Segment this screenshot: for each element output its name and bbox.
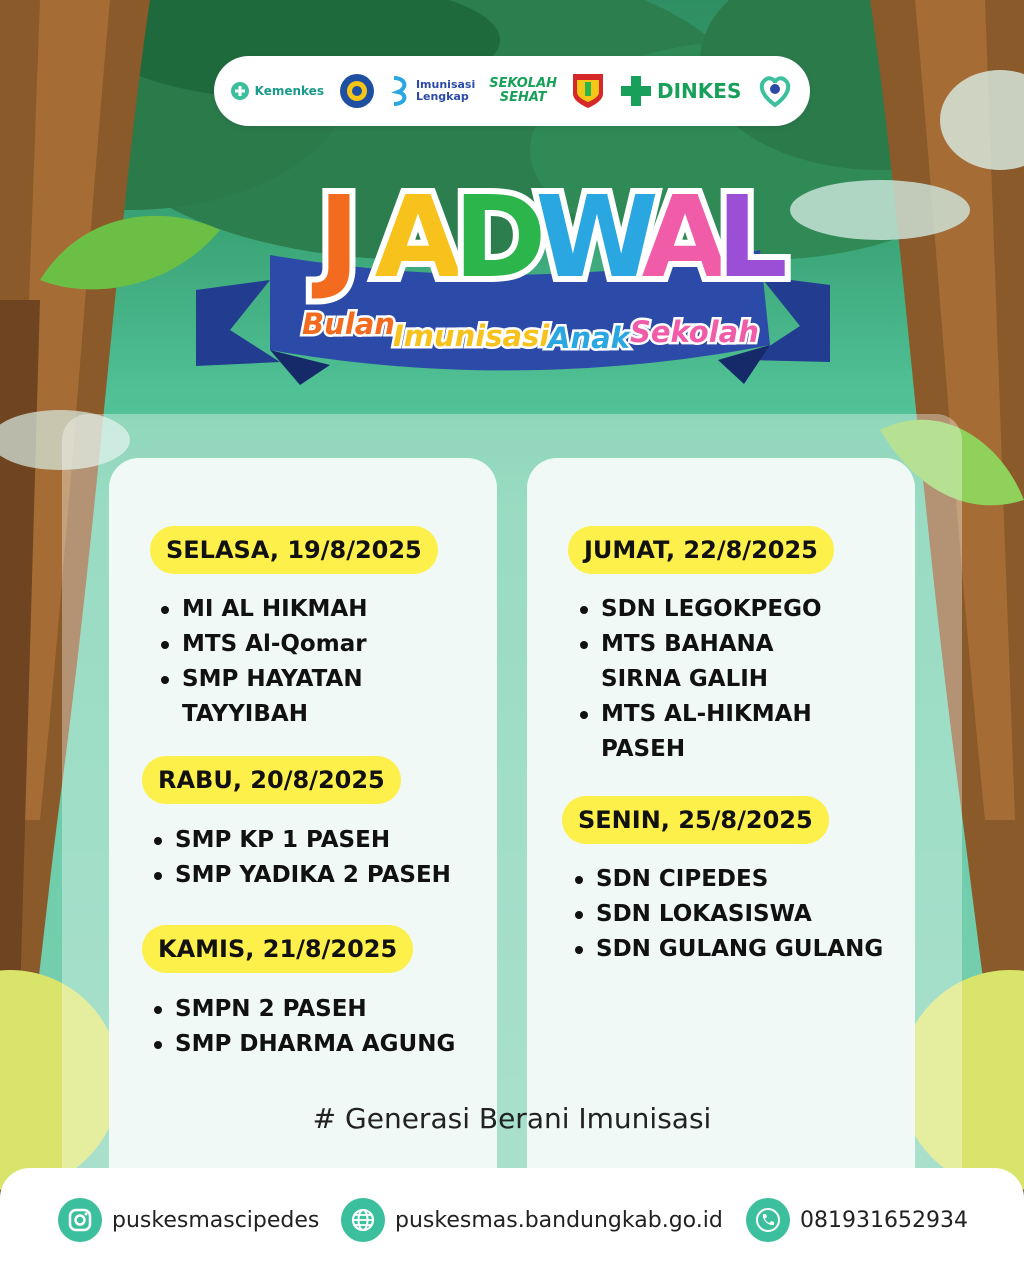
- list-item: MTS AL-HIKMAH PASEH: [601, 697, 831, 767]
- list-kamis: [151, 992, 505, 1062]
- phone-contact[interactable]: [746, 1198, 968, 1242]
- instagram-contact[interactable]: [58, 1198, 319, 1242]
- day-selasa: SELASA, 19/8/2025: [150, 526, 438, 574]
- sehat-label: SEHAT: [499, 90, 547, 105]
- svg-text:Imunisasi: Imunisasi: [393, 319, 550, 353]
- website-contact[interactable]: [341, 1198, 723, 1242]
- list-item: MI AL HIKMAH: [182, 592, 482, 627]
- imunisasi-label: Imunisasi: [415, 78, 476, 92]
- globe-icon: [341, 1198, 385, 1242]
- list-item: SMP HAYATAN TAYYIBAH: [182, 662, 412, 732]
- list-item: SDN LOKASISWA: [596, 897, 936, 932]
- title-text: [311, 173, 788, 303]
- list-item: MTS BAHANA SIRNA GALIH: [601, 627, 801, 697]
- day-senin: SENIN, 25/8/2025: [562, 796, 829, 844]
- day-kamis: KAMIS, 21/8/2025: [142, 925, 413, 973]
- sekolah-label: SEKOLAH: [489, 76, 558, 92]
- list-item: SDN GULANG GULANG: [596, 932, 936, 967]
- svg-text:J: J: [318, 173, 360, 303]
- svg-text:Bulan: Bulan: [302, 307, 395, 341]
- instagram-icon: [58, 1198, 102, 1242]
- list-item: SMPN 2 PASEH: [175, 992, 505, 1027]
- phone-icon: [746, 1198, 790, 1242]
- day-jumat: JUMAT, 22/8/2025: [568, 526, 834, 574]
- list-rabu: [151, 823, 505, 893]
- svg-text:W: W: [535, 173, 659, 303]
- list-jumat: [577, 592, 861, 767]
- list-selasa: [158, 592, 482, 732]
- list-item: SMP DHARMA AGUNG: [175, 1027, 505, 1062]
- list-item: SDN CIPEDES: [596, 862, 936, 897]
- phone-number: 081931652934: [800, 1207, 968, 1233]
- lengkap-label: Lengkap: [415, 90, 469, 103]
- svg-text:L: L: [716, 173, 788, 303]
- list-item: SDN LEGOKPEGO: [601, 592, 861, 627]
- list-item: SMP KP 1 PASEH: [175, 823, 505, 858]
- title-banner: [0, 0, 1024, 420]
- svg-text:A: A: [374, 173, 462, 303]
- dinkes-label: DINKES: [657, 78, 742, 103]
- instagram-handle: puskesmascipedes: [112, 1207, 320, 1233]
- list-item: MTS Al-Qomar: [182, 627, 482, 662]
- svg-text:Anak: Anak: [548, 321, 630, 355]
- list-senin: [572, 862, 936, 967]
- svg-text:Sekolah: Sekolah: [630, 315, 759, 349]
- svg-text:D: D: [453, 173, 547, 303]
- kemenkes-label: Kemenkes: [254, 83, 324, 98]
- website-url: puskesmas.bandungkab.go.id: [395, 1207, 723, 1233]
- tagline: # Generasi Berani Imunisasi: [312, 1102, 712, 1135]
- list-item: SMP YADIKA 2 PASEH: [175, 858, 505, 893]
- svg-text:A: A: [641, 173, 729, 303]
- day-rabu: RABU, 20/8/2025: [142, 756, 401, 804]
